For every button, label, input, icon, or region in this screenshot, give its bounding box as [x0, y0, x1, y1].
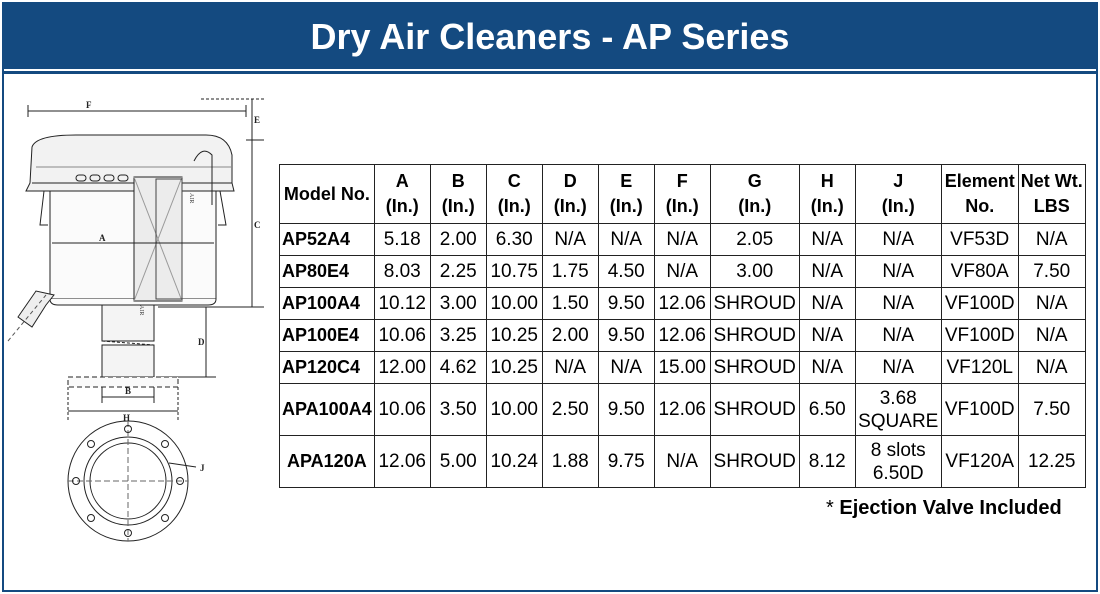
cell-g: 2.05	[710, 224, 799, 256]
cell-b: 2.25	[430, 256, 486, 288]
cell-h: N/A	[799, 352, 855, 384]
column-header-d: D (In.)	[542, 165, 598, 224]
column-header-f: F (In.)	[654, 165, 710, 224]
column-header-b: B (In.)	[430, 165, 486, 224]
cell-e: N/A	[598, 224, 654, 256]
page-title: Dry Air Cleaners - AP Series	[310, 16, 790, 57]
cell-d: 2.00	[542, 320, 598, 352]
dim-label-c: C	[254, 220, 261, 230]
cell-net-weight: N/A	[1018, 320, 1085, 352]
cell-c: 10.24	[486, 436, 542, 488]
table-row	[280, 384, 1086, 436]
cell-d: N/A	[542, 352, 598, 384]
mounting-flange	[68, 377, 178, 387]
dim-label-f: F	[86, 100, 92, 110]
cell-j: N/A	[855, 224, 941, 256]
cell-h: N/A	[799, 256, 855, 288]
cell-model: AP100A4	[280, 288, 375, 320]
cell-h: 6.50	[799, 384, 855, 436]
cell-c: 10.00	[486, 384, 542, 436]
dim-label-e: E	[254, 115, 261, 125]
cell-net-weight: N/A	[1018, 352, 1085, 384]
cell-a: 10.06	[374, 320, 430, 352]
cell-d: 1.50	[542, 288, 598, 320]
cell-b: 3.00	[430, 288, 486, 320]
cell-model: APA100A4	[280, 384, 375, 436]
cell-b: 2.00	[430, 224, 486, 256]
cell-a: 5.18	[374, 224, 430, 256]
cell-d: N/A	[542, 224, 598, 256]
table-row	[280, 320, 1086, 352]
cell-j: N/A	[855, 256, 941, 288]
cell-j: N/A	[855, 352, 941, 384]
cleaner-body	[50, 191, 216, 299]
column-header-g: G (In.)	[710, 165, 799, 224]
footnote-text: Ejection Valve Included	[839, 497, 1062, 519]
column-header-c: C (In.)	[486, 165, 542, 224]
cell-f: 15.00	[654, 352, 710, 384]
cell-a: 10.06	[374, 384, 430, 436]
cell-d: 2.50	[542, 384, 598, 436]
cell-model: AP52A4	[280, 224, 375, 256]
cell-g: SHROUD	[710, 436, 799, 488]
footnote	[826, 497, 1062, 520]
cell-a: 8.03	[374, 256, 430, 288]
title-underline	[4, 69, 1096, 71]
cell-f: N/A	[654, 436, 710, 488]
cell-element: VF100D	[941, 288, 1018, 320]
cell-c: 10.75	[486, 256, 542, 288]
air-outlet-label: AIR	[138, 305, 144, 316]
cell-e: 9.50	[598, 288, 654, 320]
column-header-element: Element No.	[941, 165, 1018, 224]
table-row	[280, 352, 1086, 384]
cell-g: SHROUD	[710, 320, 799, 352]
table-row	[280, 224, 1086, 256]
cell-e: 4.50	[598, 256, 654, 288]
cell-net-weight: 12.25	[1018, 436, 1085, 488]
cell-e: 9.75	[598, 436, 654, 488]
cell-b: 3.25	[430, 320, 486, 352]
dim-label-j: J	[200, 463, 205, 473]
cell-d: 1.88	[542, 436, 598, 488]
cell-f: N/A	[654, 224, 710, 256]
cell-element: VF120A	[941, 436, 1018, 488]
cell-h: 8.12	[799, 436, 855, 488]
cell-b: 5.00	[430, 436, 486, 488]
cell-model: AP120C4	[280, 352, 375, 384]
cell-j: 3.68 SQUARE	[855, 384, 941, 436]
air-cleaner-diagram	[6, 95, 268, 587]
table-header-row	[280, 165, 1086, 224]
column-header-h: H (In.)	[799, 165, 855, 224]
cell-j: N/A	[855, 288, 941, 320]
dim-label-b: B	[125, 386, 132, 396]
cell-a: 12.06	[374, 436, 430, 488]
column-header-e: E (In.)	[598, 165, 654, 224]
table-row	[280, 288, 1086, 320]
cell-net-weight: 7.50	[1018, 384, 1085, 436]
cell-b: 3.50	[430, 384, 486, 436]
cell-g: 3.00	[710, 256, 799, 288]
cell-h: N/A	[799, 224, 855, 256]
specifications-table	[279, 164, 1086, 488]
column-header-j: J (In.)	[855, 165, 941, 224]
cell-e: N/A	[598, 352, 654, 384]
table-row	[280, 256, 1086, 288]
cell-c: 10.00	[486, 288, 542, 320]
cell-model: AP80E4	[280, 256, 375, 288]
cell-f: 12.06	[654, 288, 710, 320]
cell-e: 9.50	[598, 320, 654, 352]
cell-a: 10.12	[374, 288, 430, 320]
cell-g: SHROUD	[710, 352, 799, 384]
cell-f: 12.06	[654, 384, 710, 436]
cell-net-weight: 7.50	[1018, 256, 1085, 288]
dim-label-h: H	[123, 413, 131, 423]
column-header-a: A (In.)	[374, 165, 430, 224]
cell-model: APA120A	[280, 436, 375, 488]
dim-label-a: A	[99, 233, 106, 243]
cell-c: 6.30	[486, 224, 542, 256]
cell-h: N/A	[799, 320, 855, 352]
cell-element: VF53D	[941, 224, 1018, 256]
cell-f: 12.06	[654, 320, 710, 352]
cell-j: 8 slots 6.50D	[855, 436, 941, 488]
cell-g: SHROUD	[710, 384, 799, 436]
cell-d: 1.75	[542, 256, 598, 288]
dim-label-d: D	[198, 337, 205, 347]
cell-g: SHROUD	[710, 288, 799, 320]
outlet-tube	[102, 305, 154, 341]
table-row	[280, 436, 1086, 488]
cell-e: 9.50	[598, 384, 654, 436]
column-header-net-weight: Net Wt. LBS	[1018, 165, 1085, 224]
cell-c: 10.25	[486, 352, 542, 384]
cell-c: 10.25	[486, 320, 542, 352]
column-header-model: Model No.	[280, 165, 375, 224]
cell-net-weight: N/A	[1018, 224, 1085, 256]
cell-net-weight: N/A	[1018, 288, 1085, 320]
cell-j: N/A	[855, 320, 941, 352]
cell-element: VF80A	[941, 256, 1018, 288]
cell-b: 4.62	[430, 352, 486, 384]
title-banner	[4, 4, 1096, 74]
cell-h: N/A	[799, 288, 855, 320]
cell-element: VF100D	[941, 384, 1018, 436]
air-inlet-label: AIR	[188, 193, 194, 204]
cell-element: VF120L	[941, 352, 1018, 384]
cell-a: 12.00	[374, 352, 430, 384]
cell-f: N/A	[654, 256, 710, 288]
cell-model: AP100E4	[280, 320, 375, 352]
cell-element: VF100D	[941, 320, 1018, 352]
footnote-asterisk: *	[826, 497, 834, 519]
